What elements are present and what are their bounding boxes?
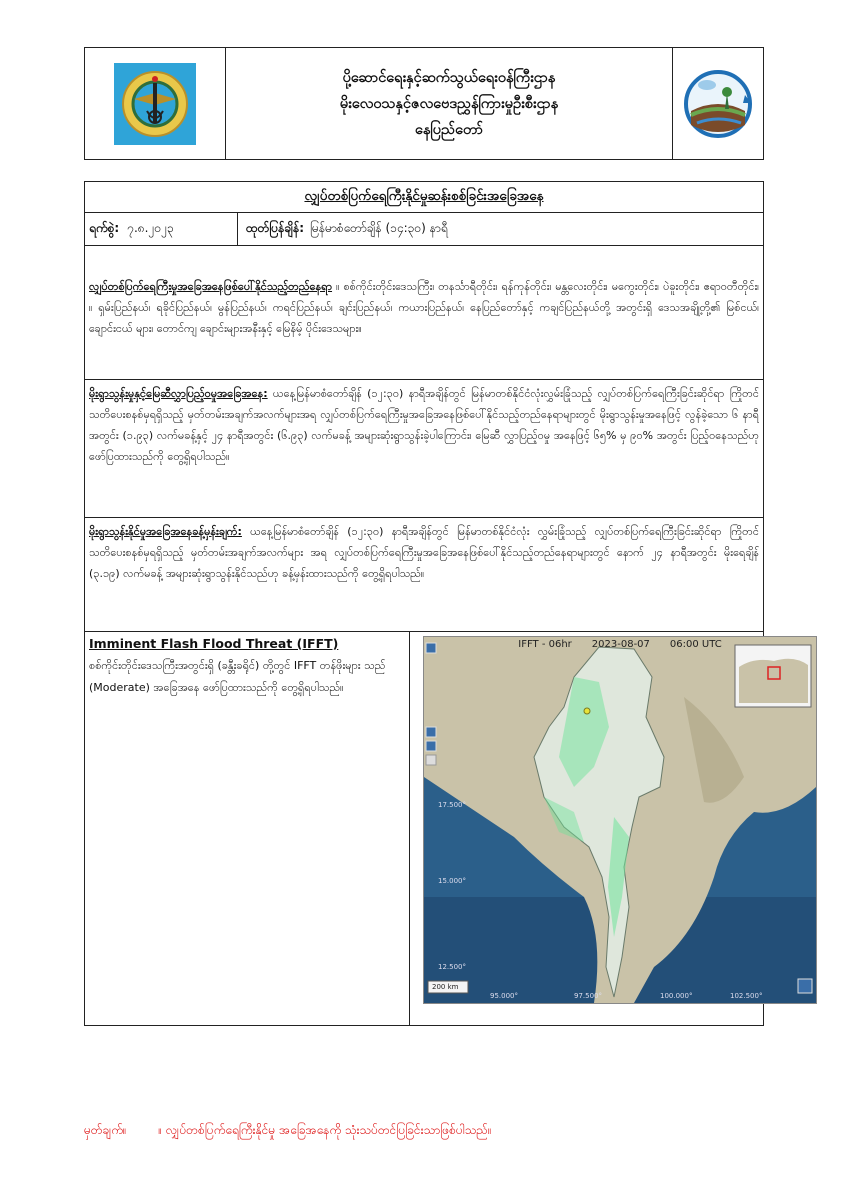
forecast-section bbox=[85, 518, 763, 632]
ifft-title: Imminent Flash Flood Threat (IFFT) bbox=[89, 636, 339, 651]
ifft-text: စစ်ကိုင်းတိုင်းဒေသကြီးအတွင်းရှိ (ခန္တီးခရိုင်) တို့တွင် IFFT တန်ဖိုးများ သည် (Moderate) အခြေအနေ ဖော်ပြထားသည်ကို တွေ့ရှိရပါသည်။ bbox=[89, 659, 386, 694]
map-lat-label: 17.500° bbox=[438, 801, 466, 809]
document-header bbox=[84, 47, 764, 160]
map-date: 2023-08-07 bbox=[591, 639, 650, 650]
date-label: ရက်စွဲ: bbox=[89, 221, 120, 235]
rainfall-soil-text: ယနေ့မြန်မာစံတော်ချိန် (၁၂:၃၀) နာရီအချိန်တွင် မြန်မာတစ်နိုင်ငံလုံးလွှမ်းခြုံသည့် လျှပ်တစ်ပြက်ရေကြီးခြင်းဆိုင်ရာ ကြိုတင်သတိပေးစနစ်မှရရှိသည့် မှတ်တမ်းအချက်အလက်များအရ လျှပ်တစ်ပြက်ရေကြီးမှုအခြေအနေဖြစ်ပေါ်နိုင်သည့်တည်နေရာများတွင် မိုးရွာသွန်းမှုအနေဖြင့် လွန်ခဲ့သော ၆ နာရီအတွင်း (၁.၉၃) လက်မခန့်နှင့် ၂၄ နာရီအတွင်း (၆.၉၃) လက်မခန့် အများဆုံးရွာသွန်းခဲ့ပါကြောင်း၊ မြေဆီ လွှာပြည့်ဝမှု အနေဖြင့် ၆၅% မှ ၉၀% အတွင်း ပြည့်ဝနေသည်ဟု ဖော်ပြထားသည်ကို တွေ့ရှိရပါသည်။ bbox=[89, 387, 759, 463]
issued-label: ထုတ်ပြန်ချိန်: bbox=[246, 221, 305, 235]
ifft-map[interactable] bbox=[423, 636, 817, 1004]
map-scale-bar: 200 km bbox=[432, 983, 459, 991]
date-cell bbox=[85, 213, 238, 245]
map-canvas bbox=[424, 637, 816, 1003]
issued-value: မြန်မာစံတော်ချိန် (၁၄:၃၀) နာရီ bbox=[310, 221, 448, 235]
date-value: ၇.၈.၂၀၂၃ bbox=[127, 221, 174, 235]
city-name: နေပြည်တော် bbox=[414, 121, 484, 138]
note-text: ။ လျှပ်တစ်ပြက်ရေကြီးနိုင်မှု အခြေအနေကို သုံးသပ်တင်ပြခြင်းသာဖြစ်ပါသည်။ bbox=[158, 1123, 492, 1137]
header-titles bbox=[226, 48, 672, 159]
report-title: လျှပ်တစ်ပြက်ရေကြီးနိုင်မှုဆန်းစစ်ခြင်းအခြေအနေ bbox=[304, 188, 544, 204]
map-product: IFFT - 06hr bbox=[518, 639, 572, 650]
footer-note bbox=[84, 1122, 520, 1140]
ifft-map-cell bbox=[410, 632, 763, 1025]
report-title-row bbox=[85, 182, 763, 213]
ministry-logo bbox=[85, 48, 226, 159]
map-lon-label: 97.500° bbox=[574, 992, 602, 1000]
ifft-text-cell bbox=[85, 632, 410, 1025]
report-table bbox=[84, 181, 764, 1026]
map-time: 06:00 UTC bbox=[669, 639, 722, 650]
department-name: မိုးလေဝသနှင့်ဇလဗေဒညွှန်ကြားမှုဦးစီးဌာန bbox=[339, 95, 559, 112]
rainfall-soil-heading: မိုးရွာသွန်းမှုနှင့်မြေဆီလွှာပြည့်ဝမှုအခြေအနေ: bbox=[89, 387, 268, 400]
location-text: ။ စစ်ကိုင်းတိုင်းဒေသကြီး၊ တနင်္သာရီတိုင်း၊ ရန်ကုန်တိုင်း၊ မန္တလေးတိုင်း၊ မကွေးတိုင်း၊ ပဲခူးတိုင်း၊ ဧရာဝတီတိုင်း၊ ။ ရှမ်းပြည်နယ်၊ ရခိုင်ပြည်နယ်၊ မွန်ပြည်နယ်၊ ကရင်ပြည်နယ်၊ ချင်းပြည်နယ်၊ ကယားပြည်နယ်၊ နေပြည်တော်နှင့် ကချင်ပြည်နယ်တို့ အတွင်းရှိ ဒေသအချို့တို့၏ မြစ်ငယ်၊ ချောင်းငယ် များ၊ တောင်ကျ ချောင်းများအနီးနှင့် မြေနိမ့် ပိုင်းဒေသများ။ bbox=[89, 280, 759, 335]
issued-cell bbox=[238, 213, 763, 245]
hydrology-logo bbox=[672, 48, 763, 159]
location-section bbox=[85, 246, 763, 380]
map-lon-label: 100.000° bbox=[660, 992, 693, 1000]
forecast-text: ယနေ့မြန်မာစံတော်ချိန် (၁၂:၃၀) နာရီအချိန်တွင် မြန်မာတစ်နိုင်ငံလုံး လွှမ်းခြုံသည့် လျှပ်တစ်ပြက်ရေကြီးခြင်းဆိုင်ရာ ကြိုတင်သတိပေးစနစ်မှရရှိသည့် မှတ်တမ်းအချက်အလက်များ အရ လျှပ်တစ်ပြက်ရေကြီးမှုအခြေအနေဖြစ်ပေါ်နိုင်သည့်တည်နေရာများတွင် နောက် ၂၄ နာရီအတွင်း မိုးရေချိန် (၃.၁၉) လက်မခန့် အများဆုံးရွာသွန်းနိုင်သည်ဟု ခန့်မှန်းထားသည်ကို တွေ့ရှိရပါသည်။ bbox=[89, 525, 759, 580]
map-caption bbox=[424, 639, 816, 650]
map-lon-label: 102.500° bbox=[730, 992, 763, 1000]
rainfall-soil-section bbox=[85, 380, 763, 518]
ministry-name: ပို့ဆောင်ရေးနှင့်ဆက်သွယ်ရေးဝန်ကြီးဌာန bbox=[342, 69, 556, 86]
report-meta-row bbox=[85, 213, 763, 246]
map-lon-label: 95.000° bbox=[490, 992, 518, 1000]
location-heading: လျှပ်တစ်ပြက်ရေကြီးမှုအခြေအနေဖြစ်ပေါ်နိုင်သည့်တည်နေရာ bbox=[89, 280, 333, 293]
forecast-heading: မိုးရွာသွန်းနိုင်မှုအခြေအနေခန့်မှန်းချက်: bbox=[89, 525, 242, 538]
map-lat-label: 15.000° bbox=[438, 877, 466, 885]
note-label: မှတ်ချက်။ bbox=[84, 1123, 127, 1137]
ifft-section bbox=[85, 632, 763, 1025]
map-lat-label: 12.500° bbox=[438, 963, 466, 971]
